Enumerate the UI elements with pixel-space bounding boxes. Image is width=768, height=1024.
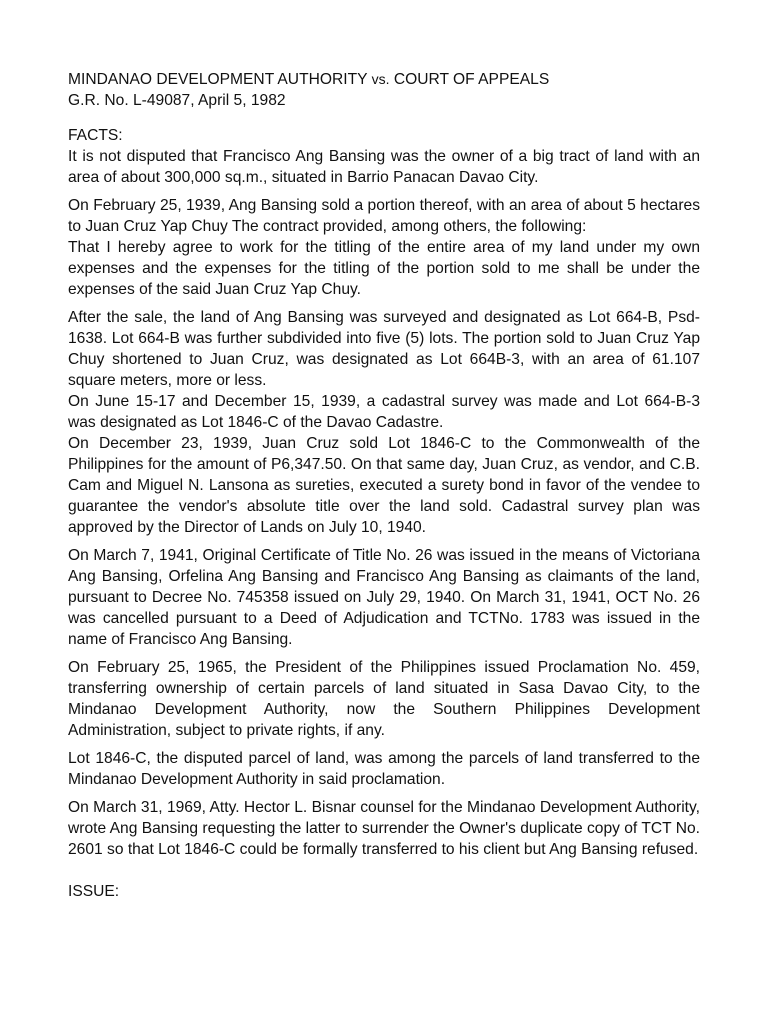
title-vs: vs. xyxy=(371,71,390,87)
facts-paragraph: On December 23, 1939, Juan Cruz sold Lot 1846-C to the Commonwealth of the Philippines for the amount of P6,347.50. On that same day, Juan Cruz, as vendor, and C.B. Cam and Miguel N. Lansona as sureties, executed a surety bond in favor of the vendee to guarantee the vendor's absolute title over the land sold. Cadastral survey plan was approved by the Director of Lands on July 10, 1940. xyxy=(68,435,700,536)
document-page xyxy=(68,69,700,902)
facts-paragraph: On March 31, 1969, Atty. Hector L. Bisnar counsel for the Mindanao Development Authority, wrote Ang Bansing requesting the latter to surrender the Owner's duplicate copy of TCT No. 2601 so that Lot 1846-C could be formally transferred to his client but Ang Bansing refused. xyxy=(68,799,700,858)
facts-paragraph: It is not disputed that Francisco Ang Bansing was the owner of a big tract of land with an area of about 300,000 sq.m., situated in Barrio Panacan Davao City. xyxy=(68,148,700,186)
facts-paragraph: On February 25, 1965, the President of the Philippines issued Proclamation No. 459, transferring ownership of certain parcels of land situated in Sasa Davao City, to the Mindanao Development Authority, now the Southern Philippines Development Administration, subject to private rights, if any. xyxy=(68,659,700,739)
facts-paragraph: Lot 1846-C, the disputed parcel of land, was among the parcels of land transferred to the Mindanao Development Authority in said proclamation. xyxy=(68,750,700,788)
title-party1: MINDANAO DEVELOPMENT AUTHORITY xyxy=(68,71,368,88)
facts-paragraph: On March 7, 1941, Original Certificate of Title No. 26 was issued in the means of Victoriana Ang Bansing, Orfelina Ang Bansing and Francisco Ang Bansing as claimants of the land, pursuant to Decree No. 745358 issued on July 29, 1940. On March 31, 1941, OCT No. 26 was cancelled pursuant to a Deed of Adjudication and TCTNo. 1783 was issued in the name of Francisco Ang Bansing. xyxy=(68,547,700,648)
facts-paragraph: On June 15-17 and December 15, 1939, a cadastral survey was made and Lot 664-B-3 was designated as Lot 1846-C of the Davao Cadastre. xyxy=(68,393,700,431)
case-title xyxy=(68,69,700,90)
case-citation: G.R. No. L-49087, April 5, 1982 xyxy=(68,92,286,109)
facts-label: FACTS: xyxy=(68,127,123,144)
title-party2: COURT OF APPEALS xyxy=(393,71,550,88)
facts-paragraph: On February 25, 1939, Ang Bansing sold a portion thereof, with an area of about 5 hectares to Juan Cruz Yap Chuy The contract provided, among others, the following: xyxy=(68,197,700,235)
facts-paragraph: After the sale, the land of Ang Bansing was surveyed and designated as Lot 664-B, Psd-1638. Lot 664-B was further subdivided into five (5) lots. The portion sold to Juan Cruz Yap Chuy shortened to Juan Cruz, was designated as Lot 664B-3, with an area of 61.107 square meters, more or less. xyxy=(68,309,700,389)
issue-label: ISSUE: xyxy=(68,883,120,900)
facts-paragraph: That I hereby agree to work for the titling of the entire area of my land under my own expenses and the expenses for the titling of the portion sold to me shall be under the expenses of the said Juan Cruz Yap Chuy. xyxy=(68,239,700,298)
